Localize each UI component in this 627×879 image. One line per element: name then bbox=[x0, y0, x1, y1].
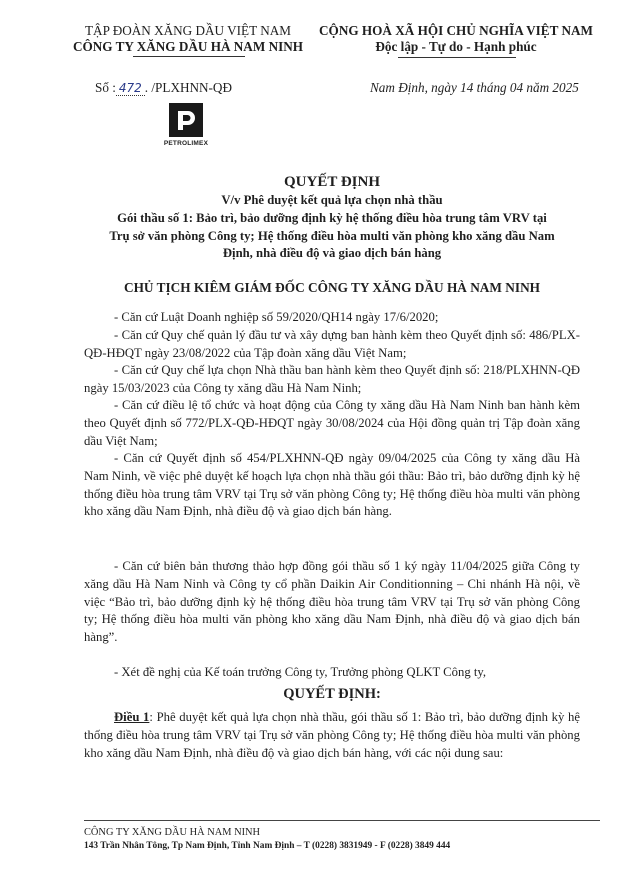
document-subject: V/v Phê duyệt kết quả lựa chọn nhà thầu bbox=[221, 193, 443, 207]
basis-5: - Căn cứ Quyết định số 454/PLXHNN-QĐ ngày 09/04/2025 của Công ty xăng dầu Hà Nam Ninh, về việc phê duyệt kế hoạch lựa chọn nhà thầu gói thầu: Bảo trì, bảo dưỡng định kỳ hệ thống điều hòa trung tâm VRV tại Trụ sở văn phòng Công ty; Hệ thống điều hòa multi văn phòng kho xăng dầu Nam Định, nhà điều độ và giao dịch bán hàng. bbox=[84, 451, 580, 519]
basis-2: - Căn cứ Quy chế quản lý đầu tư và xây dựng ban hành kèm theo Quyết định số: 486/PLX-QĐ-HĐQT ngày 23/08/2022 của Tập đoàn xăng dầu Việt Nam; bbox=[84, 328, 580, 360]
decision-heading: QUYẾT ĐỊNH: bbox=[283, 686, 381, 702]
place-date: Nam Định, ngày 14 tháng 04 năm 2025 bbox=[370, 80, 579, 95]
footer-address: 143 Trần Nhân Tông, Tp Nam Định, Tỉnh Nam Định – T (0228) 3831949 - F (0228) 3849 444 bbox=[84, 841, 451, 851]
package-title: Gói thầu số 1: Bảo trì, bảo dưỡng định kỳ hệ thống điều hòa trung tâm VRV tại Trụ sở văn phòng Công ty; Hệ thống điều hòa multi văn phòng kho xăng dầu Nam Định, nhà điều độ và giao dịch bán hàng bbox=[109, 211, 555, 260]
document-number: Số : 472 . /PLXHNN-QĐ bbox=[95, 80, 232, 95]
article-1-label: Điều 1 bbox=[114, 710, 150, 724]
org-group: TẬP ĐOÀN XĂNG DẦU VIỆT NAM bbox=[85, 23, 291, 38]
basis-6: - Căn cứ biên bản thương thảo hợp đồng gói thầu số 1 ký ngày 11/04/2025 giữa Công ty xăng dầu Hà Nam Ninh và Công ty cổ phần Daikin Air Conditionning – Chi nhánh Hà nội, về việc “Bảo trì, bảo dưỡng định kỳ hệ thống điều hòa trung tâm VRV tại Trụ sở văn phòng Công ty; Hệ thống điều hòa multi văn phòng kho xăng dầu Nam Định, nhà điều độ và giao dịch bán hàng”. bbox=[84, 559, 580, 645]
basis-4: - Căn cứ điều lệ tổ chức và hoạt động của Công ty xăng dầu Hà Nam Ninh ban hành kèm theo Quyết định số 772/PLX-QĐ-HĐQT ngày 30/08/2024 của Hội đồng quản trị Tập đoàn xăng dầu Việt Nam; bbox=[84, 398, 580, 448]
basis-1: - Căn cứ Luật Doanh nghiệp số 59/2020/QH14 ngày 17/6/2020; bbox=[114, 310, 439, 324]
motto-underline bbox=[398, 57, 516, 58]
org-underline bbox=[133, 56, 245, 57]
handwritten-number: 472 bbox=[116, 81, 145, 96]
document-title: QUYẾT ĐỊNH bbox=[284, 174, 380, 190]
country-name: CỘNG HOÀ XÃ HỘI CHỦ NGHĨA VIỆT NAM bbox=[319, 23, 593, 38]
article-1: Điều 1: Phê duyệt kết quả lựa chọn nhà thầu, gói thầu số 1: Bảo trì, bảo dưỡng định kỳ hệ thống điều hòa trung tâm VRV tại Trụ sở văn phòng Công ty; Hệ thống điều hòa multi văn phòng kho xăng dầu Nam Định, nhà điều độ và giao dịch bán hàng, với các nội dung sau: bbox=[84, 710, 580, 760]
logo-text: PETROLIMEX bbox=[163, 140, 209, 147]
basis-3: - Căn cứ Quy chế lựa chọn Nhà thầu ban hành kèm theo Quyết định số: 218/PLXHNN-QĐ ngày 15/03/2023 của Công ty xăng dầu Hà Nam Ninh; bbox=[84, 363, 580, 395]
basis-7: - Xét đề nghị của Kế toán trưởng Công ty, Trưởng phòng QLKT Công ty, bbox=[114, 665, 487, 679]
footer-divider bbox=[84, 820, 600, 821]
petrolimex-logo-icon bbox=[169, 103, 203, 137]
authority-heading: CHỦ TỊCH KIÊM GIÁM ĐỐC CÔNG TY XĂNG DẦU HÀ NAM NINH bbox=[123, 280, 541, 295]
footer-company: CÔNG TY XĂNG DẦU HÀ NAM NINH bbox=[84, 827, 261, 838]
org-company: CÔNG TY XĂNG DẦU HÀ NAM NINH bbox=[72, 39, 304, 54]
motto: Độc lập - Tự do - Hạnh phúc bbox=[375, 39, 537, 54]
